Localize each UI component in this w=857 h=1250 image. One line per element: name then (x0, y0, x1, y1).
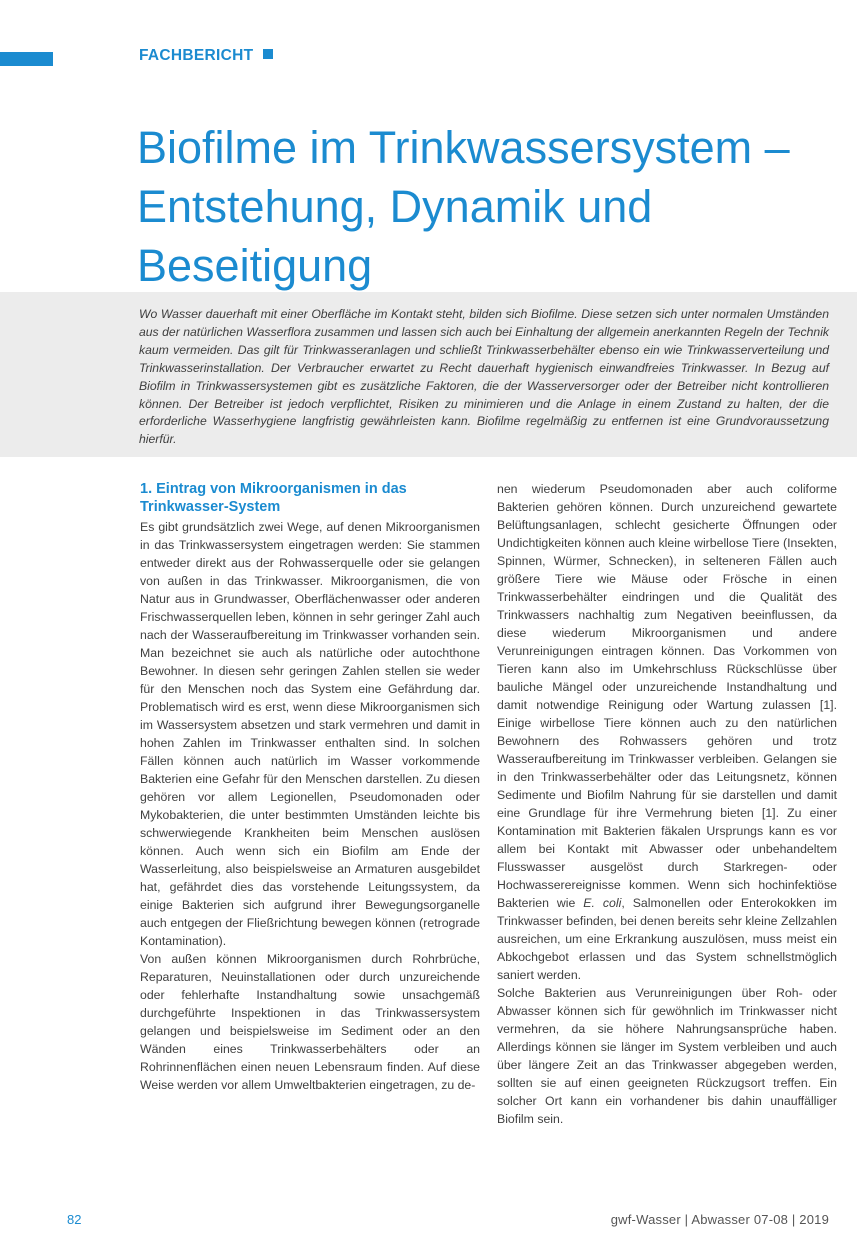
journal-footer: gwf-Wasser | Abwasser 07-08 | 2019 (610, 1212, 829, 1227)
right-paragraph-1 (497, 480, 837, 984)
species-name-italic: E. coli (583, 896, 622, 910)
intro-text: Wo Wasser dauerhaft mit einer Oberfläche im Kontakt steht, bilden sich Biofilme. Diese setzen sich unter normalen Umständen aus der natürlichen Wasserflora zusammen und lassen sich auch bei Einhaltung der allgemein anerkannten Regeln der Technik kaum vermeiden. Das gilt für Trinkwasseranlagen und schließt Trinkwasserbehälter ebenso ein wie Trinkwasserverteilung und Trinkwasserinstallation. Der Verbraucher erwartet zu Recht dauerhaft hygienisch einwandfreies Trinkwasser. In Bezug auf Biofilm in Trinkwassersystemen gibt es zusätzliche Faktoren, die der Wasserversorger oder der Betreiber nicht kontrollieren können. Der Betreiber ist jedoch verpflichtet, Risiken zu minimieren und die Anlage in einem Zustand zu halten, der die erforderliche Wasserhygiene langfristig gewährleisten kann. Biofilme regelmäßig zu entfernen ist eine Grundvoraussetzung hierfür. (139, 307, 829, 447)
right-paragraph-1-part-a: nen wiederum Pseudomonaden aber auch coliforme Bakterien gehören können. Durch unzureichend gewartete Belüftungsanlagen, schlecht gesicherte Öffnungen oder Undichtigkeiten können auch kleine wirbellose Tiere (Insekten, Spinnen, Würmer, Schnecken), in selteneren Fällen auch größere Tiere wie Mäuse oder Frösche in einen Trinkwasserbehälter eindringen und die Qualität des Trinkwassers nachhaltig zum Negativen beeinflussen, da diese wiederum Mikroorganismen und andere Verunreinigungen eintragen können. Das Vorkommen von Tieren kann also im Umkehrschluss Rückschlüsse über bauliche Mängel oder unzureichende Instandhaltung und damit notwendige Reinigung oder Wartung zulassen [1]. Einige wirbellose Tiere können auch zu den natürlichen Bewohnern des Rohwassers gehören und trotz Wasseraufbereitung im Trinkwasser verbleiben. Gelangen sie in den Trinkwasserbehälter oder das Leitungsnetz, können Sedimente und Biofilm Nahrung für sie darstellen und damit eine Grundlage für ihre Vermehrung bieten [1]. Zu einer Kontamination mit Bakterien fäkalen Ursprungs kann es vor allem bei Kontakt mit Abwasser oder unbehandeltem Flusswasser ausgelöst durch Starkregen- oder Hochwasserereignisse kommen. Wenn sich hochinfektiöse Bakterien wie (497, 482, 837, 910)
section-label-text: FACHBERICHT (139, 47, 254, 64)
left-paragraph-2: Von außen können Mikroorganismen durch Rohrbrüche, Reparaturen, Neuinstallationen oder durch unzureichende oder fehlerhafte Instandhaltung sowie unsachgemäß durchgeführte Inspektionen in das Trinkwassersystem gelangen und beispielsweise im Sediment oder an den Wänden eines Trinkwasserbehälters oder an Rohrinnenflächen einen neuen Lebensraum finden. Auf diese Weise werden vor allem Umweltbakterien eingetragen, zu de- (140, 952, 480, 1092)
article-title: Biofilme im Trinkwassersystem – Entstehung, Dynamik und Beseitigung (137, 122, 790, 291)
page-number: 82 (67, 1212, 82, 1227)
right-column (497, 480, 837, 1128)
right-paragraph-1-part-b: , Salmonellen oder Enterokokken im Trinkwasser befinden, bei denen bereits sehr kleine Zellzahlen ausreichen, um eine Erkrankung auszulösen, muss meist ein Abkochgebot erlassen und das System schnellstmöglich saniert werden. (497, 896, 837, 982)
right-paragraph-2: Solche Bakterien aus Verunreinigungen über Roh- oder Abwasser können sich für gewöhnlich im Trinkwasser nicht vermehren, da sie höhere Nahrungsansprüche haben. Allerdings können sie länger im System verbleiben und auch über längere Zeit an das Trinkwasser abgegeben werden, sollten sie auf einen geeigneten Rückzugsort treffen. Ein solcher Ort kann ein vorhandener bis dahin unauffälliger Biofilm sein. (497, 986, 837, 1126)
left-column (140, 480, 480, 1094)
left-paragraph-1: Es gibt grundsätzlich zwei Wege, auf denen Mikroorganismen in das Trinkwassersystem eingetragen werden: Sie stammen entweder direkt aus der Rohwasserquelle oder sie gelangen von außen in das Trinkwasser. Mikroorganismen, die von Natur aus in Grundwasser, Oberflächenwasser oder anderen Frischwasserquellen leben, können in sehr geringer Zahl auch nach der Wasseraufbereitung im Trinkwasser vorhanden sein. Man bezeichnet sie auch als natürliche oder autochthone Bewohner. In diesen sehr geringen Zahlen stellen sie weder für den Menschen noch das System eine Gefährdung dar. Problematisch wird es erst, wenn diese Mikroorganismen sich im Wassersystem absetzen und stark vermehren und damit in hohen Zahlen im Trinkwasser enthalten sind. In solchen Fällen können auch natürlich im Wasser vorkommende Bakterien eine Gefahr für den Menschen darstellen. Zu diesen gehören vor allem Legionellen, Pseudomonaden oder Mykobakterien, die unter bestimmten Umständen leichte bis schwerwiegende Krankheiten beim Menschen auslösen können. Auch wenn sich ein Biofilm am Ende der Wasserleitung, also beispielsweise an Armaturen ausgebildet hat, gefährdet dies das vorstehende Leitungssystem, da einige Bakterien sich aufgrund ihrer Bewegungsorganelle auch entgegen der Fließrichtung bewegen können (retrograde Kontamination). (140, 520, 480, 948)
accent-bar (0, 52, 53, 66)
square-marker-icon (263, 49, 273, 59)
section-label (139, 47, 273, 65)
section-1-heading: 1. Eintrag von Mikroorganismen in das Trinkwasser-System (140, 481, 407, 515)
